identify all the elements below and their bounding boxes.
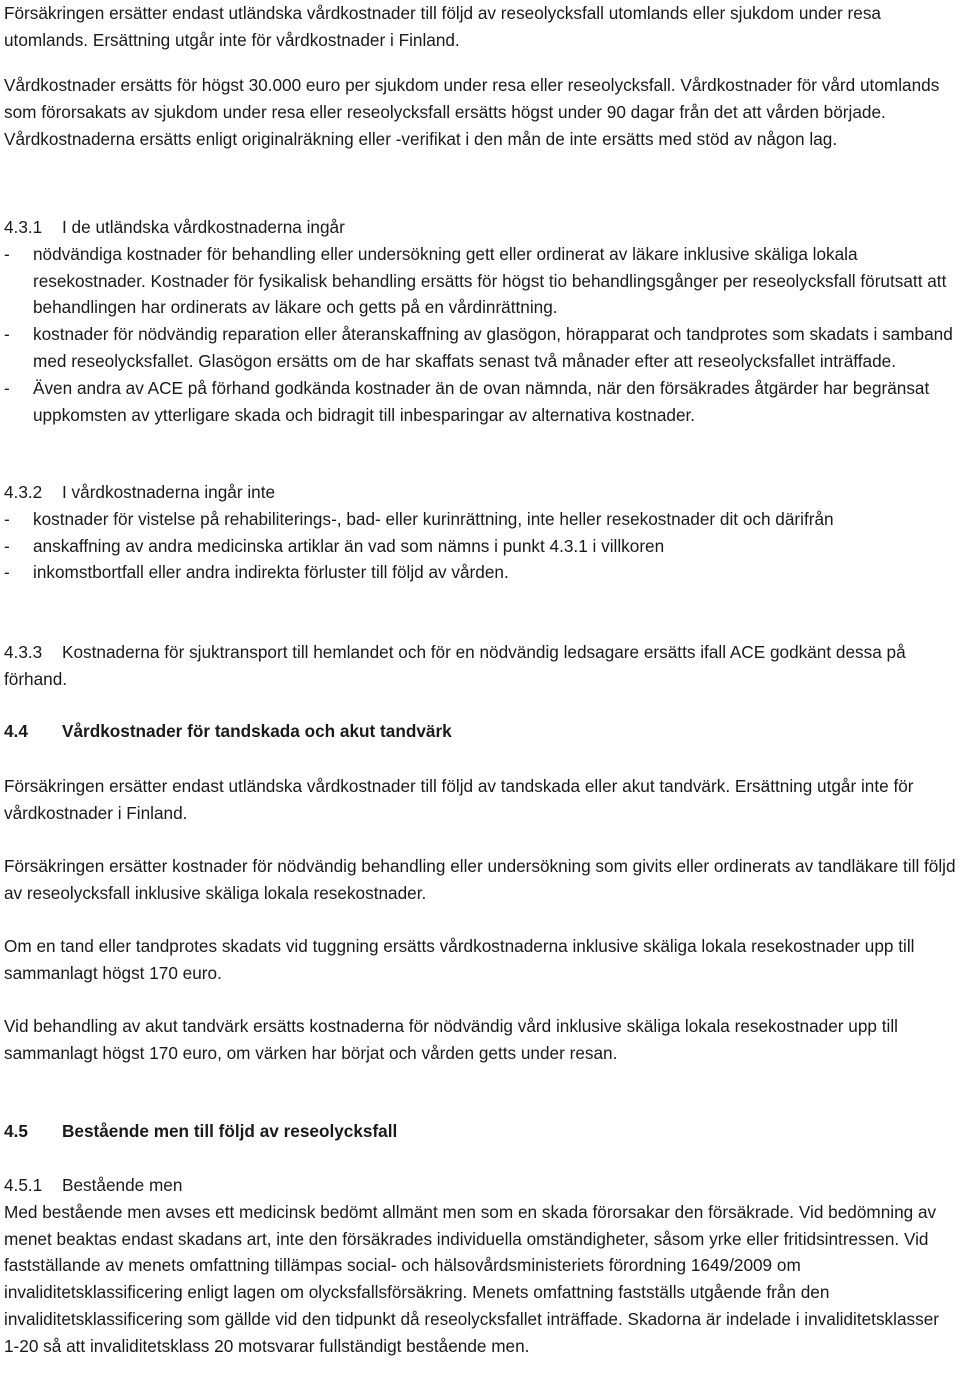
section-text: Kostnaderna för sjuktransport till hemlandet och för en nödvändig ledsagare ersätts ifall ACE godkänt dessa på förhand. — [4, 642, 906, 689]
section-4-5-1 — [4, 1172, 956, 1360]
section-4-4-paragraph-3: Om en tand eller tandprotes skadats vid tuggning ersätts vårdkostnaderna inklusive skäliga lokala resekostnader upp till sammanlagt högst 170 euro. — [4, 936, 915, 983]
list-item-text: nödvändiga kostnader för behandling eller undersökning gett eller ordinerat av läkare inklusive skäliga lokala resekostnader. Kostnader för fysikalisk behandling ersätts för högst tio behandlingsgånger per reseolycksfall förutsatt att behandlingen har ordinerats av läkare och getts på en vårdinrättning. — [33, 243, 947, 318]
section-4-4-paragraph-2: Försäkringen ersätter kostnader för nödvändig behandling eller undersökning som givits eller ordinerats av tandläkare till följd av reseolycksfall inklusive skäliga lokala resekostnader. — [4, 856, 956, 903]
section-4-3-1-heading — [4, 214, 956, 241]
section-4-4-heading — [4, 718, 956, 745]
section-title: I de utländska vårdkostnaderna ingår — [62, 217, 345, 237]
list-item — [4, 241, 956, 321]
dash-bullet: - — [4, 324, 10, 345]
section-number: 4.3.2 — [4, 482, 43, 502]
section-title: Bestående men — [62, 1175, 183, 1195]
section-title: I vårdkostnaderna ingår inte — [62, 482, 276, 502]
section-title: Vårdkostnader för tandskada och akut tandvärk — [62, 721, 452, 741]
list-item-text: kostnader för nödvändig reparation eller återanskaffning av glasögon, hörapparat och tandprotes som skadats i samband med reseolycksfallet. Glasögon ersätts om de har skaffats senast två månader efter att reseolycksfallet inträffade. — [33, 324, 953, 371]
list-item — [4, 559, 956, 586]
section-number: 4.4 — [4, 721, 28, 741]
section-number: 4.3.3 — [4, 642, 43, 662]
intro-paragraph-2: Vårdkostnader ersätts för högst 30.000 euro per sjukdom under resa eller reseolycksfall. Vårdkostnader för vård utomlands som förorsakats av sjukdom under resa eller reseolycksfall ersätts högst under 90 dagar från det att vården började. Vårdkostnaderna ersätts enligt originalräkning eller -verifikat i den mån de inte ersätts med stöd av någon lag. — [4, 75, 940, 149]
list-item — [4, 506, 956, 533]
section-4-4-paragraph-4: Vid behandling av akut tandvärk ersätts kostnaderna för nödvändig vård inklusive skäliga lokala resekostnader upp till sammanlagt högst 170 euro, om värken har börjat och vården getts under resan. — [4, 1016, 898, 1063]
section-number: 4.3.1 — [4, 217, 43, 237]
list-item-text: anskaffning av andra medicinska artiklar än vad som nämns i punkt 4.3.1 i villkoren — [33, 535, 665, 556]
list-item-text: kostnader för vistelse på rehabiliterings-, bad- eller kurinrättning, inte heller resekostnader dit och därifrån — [33, 508, 834, 529]
section-4-3-2-heading — [4, 479, 956, 506]
list-item-text: Även andra av ACE på förhand godkända kostnader än de ovan nämnda, när den försäkrades åtgärder har begränsat uppkomsten av ytterligare skada och bidragit till inbesparingar av alternativa kostnader. — [33, 377, 930, 425]
section-4-5-1-heading — [4, 1172, 956, 1199]
section-number: 4.5 — [4, 1121, 28, 1141]
section-4-3-2 — [4, 479, 956, 586]
dash-bullet: - — [4, 377, 10, 398]
section-4-5-1-text: Med bestående men avses ett medicinsk bedömt allmänt men som en skada förorsakar den försäkrade. Vid bedömning av menet beaktas endast skadans art, inte den försäkrades individuella omständigheter, såsom yrke eller fritidsintressen. Vid fastställande av menets omfattning tillämpas social- och hälsovårdsministeriets förordning 1649/2009 om invaliditetsklassificering enligt lagen om olycksfallsförsäkring. Menets omfattning fastställs utgående från den invaliditetsklassificering som gällde vid den tidpunkt då reseolycksfallet inträffade. Skadorna är indelade i invaliditetsklasser 1-20 så att invaliditetsklass 20 motsvarar fullständigt bestående men. — [4, 1201, 939, 1356]
section-title: Bestående men till följd av reseolycksfall — [62, 1121, 398, 1141]
list-item — [4, 375, 956, 429]
dash-bullet: - — [4, 535, 10, 556]
intro-paragraph-1: Försäkringen ersätter endast utländska vårdkostnader till följd av reseolycksfall utomlands eller sjukdom under resa utomlands. Ersättning utgår inte för vårdkostnader i Finland. — [4, 3, 881, 50]
list-item-text: inkomstbortfall eller andra indirekta förluster till följd av vården. — [33, 562, 509, 583]
list-item — [4, 533, 956, 560]
section-4-3-1 — [4, 214, 956, 428]
section-4-4-paragraph-1: Försäkringen ersätter endast utländska vårdkostnader till följd av tandskada eller akut tandvärk. Ersättning utgår inte för vårdkostnader i Finland. — [4, 776, 914, 823]
list-item — [4, 321, 956, 375]
dash-bullet: - — [4, 508, 10, 529]
section-4-3-3 — [4, 639, 956, 693]
dash-bullet: - — [4, 562, 10, 583]
dash-bullet: - — [4, 243, 10, 264]
section-4-5-heading — [4, 1118, 956, 1145]
section-number: 4.5.1 — [4, 1175, 43, 1195]
